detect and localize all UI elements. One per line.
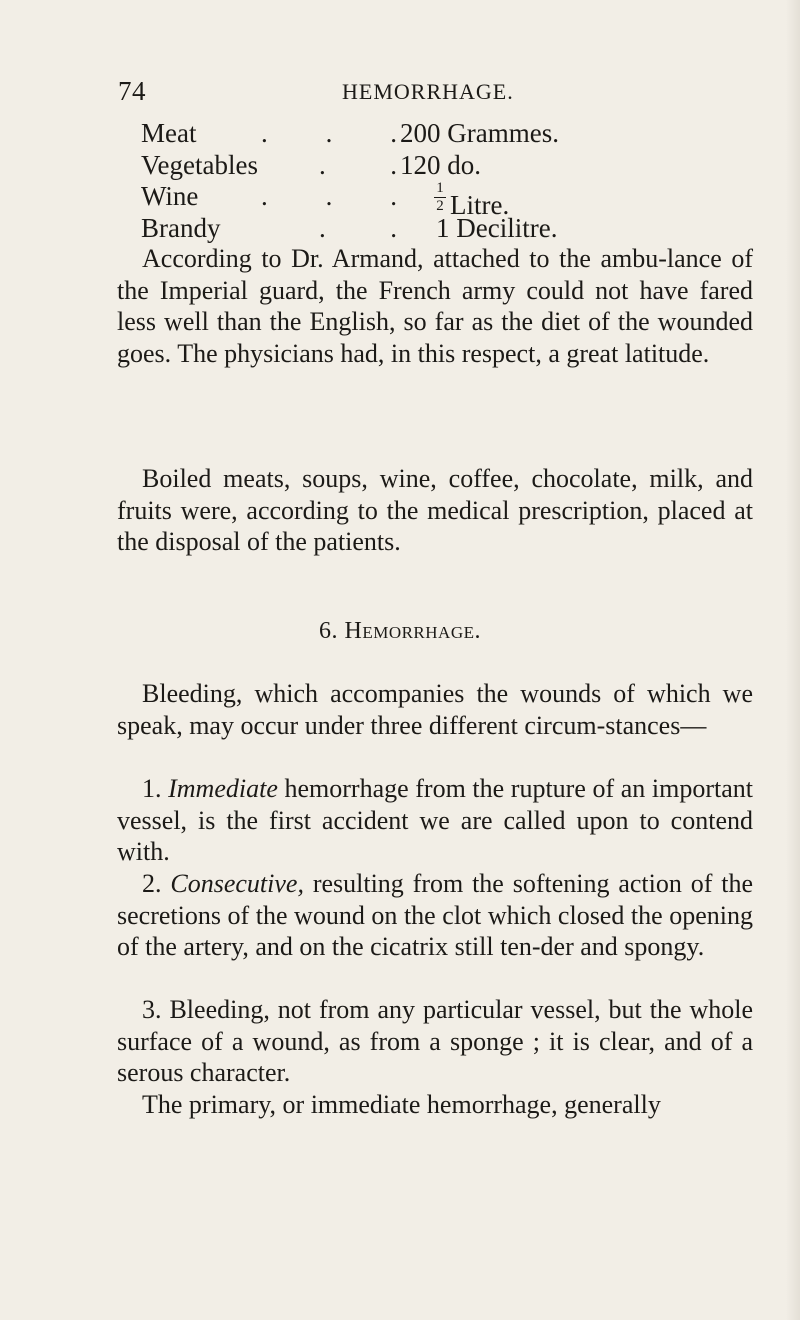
page-edge-shadow bbox=[786, 0, 800, 1320]
paragraph-text: 1. Immediate hemorrhage from the rupture of an important vessel, is the first accident we are called upon to contend with. bbox=[117, 774, 754, 867]
diet-table bbox=[141, 118, 661, 244]
paragraph-item-2 bbox=[117, 868, 753, 963]
half-fraction: $\frac{1}{2}$ bbox=[434, 181, 446, 214]
diet-quantity: 120 do. bbox=[400, 149, 481, 180]
leader-dots: . . . bbox=[261, 118, 397, 148]
paragraph-text: The primary, or immediate hemorrhage, generally bbox=[142, 1090, 661, 1119]
paragraph-text: 3. Bleeding, not from any particular vessel, but the whole surface of a wound, as from a sponge ; it is clear, and of a serous character. bbox=[117, 995, 753, 1088]
page-header bbox=[0, 76, 800, 106]
section-heading bbox=[0, 618, 800, 645]
paragraph-item-3 bbox=[117, 994, 753, 1089]
paragraph-text: Boiled meats, soups, wine, coffee, chocolate, milk, and fruits were, according to the medical prescription, placed at the disposal of the patients. bbox=[117, 464, 753, 557]
paragraph-boiled bbox=[117, 463, 753, 558]
leader-dots: . . . bbox=[261, 181, 397, 211]
italic-term: Consecutive, bbox=[170, 869, 304, 898]
italic-term: Immediate bbox=[168, 774, 278, 803]
leader-dots: . . bbox=[319, 149, 397, 180]
diet-quantity: 200 Grammes. bbox=[400, 118, 559, 148]
diet-row-vegetables bbox=[141, 150, 661, 182]
paragraph-text: Bleeding, which accompanies the wounds of which we speak, may occur under three different circum-stances— bbox=[117, 679, 753, 740]
running-head: HEMORRHAGE. bbox=[342, 79, 514, 104]
diet-item: Wine bbox=[141, 181, 199, 211]
diet-item: Brandy bbox=[141, 212, 221, 243]
section-title: Hemorrhage. bbox=[344, 618, 481, 644]
paragraph-primary bbox=[117, 1089, 753, 1121]
diet-quantity: 1 Decilitre. bbox=[436, 212, 558, 243]
page-number: 74 bbox=[118, 76, 146, 106]
diet-row-meat bbox=[141, 118, 661, 150]
diet-item: Vegetables bbox=[141, 149, 258, 180]
diet-quantity: $\frac{1}{2}$ Litre. bbox=[434, 181, 509, 221]
diet-item: Meat bbox=[141, 118, 197, 148]
paragraph-text: 2. Consecutive, resulting from the softening action of the secretions of the wound on the clot which closed the opening of the artery, and on the cicatrix still ten-der and spongy. bbox=[117, 869, 753, 962]
paragraph-bleeding-intro bbox=[117, 678, 753, 741]
paragraph-armand bbox=[117, 243, 753, 369]
diet-row-wine bbox=[141, 180, 661, 220]
diet-row-brandy bbox=[141, 213, 661, 245]
leader-dots: . . bbox=[319, 212, 397, 243]
section-number: 6. bbox=[318, 618, 338, 644]
paragraph-text: According to Dr. Armand, attached to the ambu-lance of the Imperial guard, the French army could not have fared less well than the English, so far as the diet of the wounded goes. The physicians had, in this respect, a great latitude. bbox=[117, 244, 753, 368]
paragraph-item-1 bbox=[117, 773, 753, 868]
